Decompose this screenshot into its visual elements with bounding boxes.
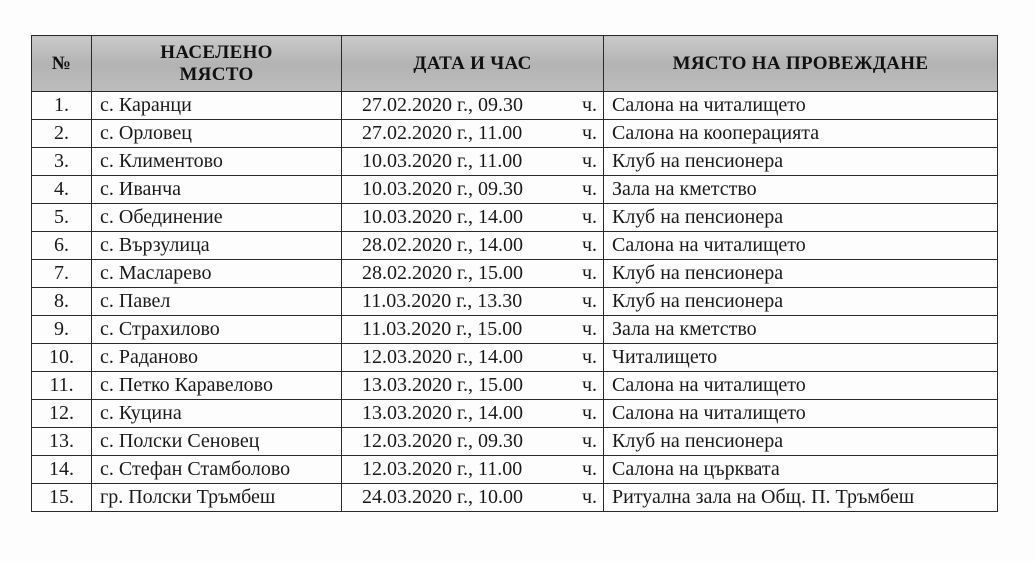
table-row	[32, 204, 998, 232]
row-number: 4.	[32, 176, 92, 204]
row-settlement: с. Полски Сеновец	[92, 428, 342, 456]
row-date-value: 10.03.2020 г., 14.00	[362, 206, 523, 228]
row-settlement: с. Обединение	[92, 204, 342, 232]
table-row	[32, 232, 998, 260]
table-row	[32, 148, 998, 176]
row-time-unit: ч.	[582, 262, 598, 284]
row-venue: Клуб на пенсионера	[604, 260, 998, 288]
row-datetime	[342, 484, 604, 512]
row-venue: Клуб на пенсионера	[604, 288, 998, 316]
row-venue: Салона на читалището	[604, 92, 998, 120]
row-venue: Клуб на пенсионера	[604, 428, 998, 456]
row-datetime	[342, 428, 604, 456]
table-row	[32, 372, 998, 400]
row-number: 5.	[32, 204, 92, 232]
row-date-value: 12.03.2020 г., 11.00	[362, 458, 523, 480]
header-row	[32, 36, 998, 92]
header-venue: МЯСТО НА ПРОВЕЖДАНЕ	[604, 36, 998, 92]
row-datetime	[342, 344, 604, 372]
row-venue: Салона на читалището	[604, 372, 998, 400]
row-datetime	[342, 120, 604, 148]
row-date-value: 13.03.2020 г., 14.00	[362, 402, 523, 424]
row-settlement: с. Каранци	[92, 92, 342, 120]
row-venue: Салона на читалището	[604, 400, 998, 428]
row-time-unit: ч.	[582, 206, 598, 228]
row-datetime	[342, 232, 604, 260]
table-row	[32, 400, 998, 428]
row-time-unit: ч.	[582, 150, 598, 172]
row-date-value: 13.03.2020 г., 15.00	[362, 374, 523, 396]
row-date-value: 10.03.2020 г., 11.00	[362, 150, 523, 172]
row-date-value: 10.03.2020 г., 09.30	[362, 178, 523, 200]
table-row	[32, 316, 998, 344]
row-date-value: 27.02.2020 г., 11.00	[362, 122, 523, 144]
row-venue: Читалището	[604, 344, 998, 372]
row-date-value: 24.03.2020 г., 10.00	[362, 486, 523, 508]
row-date-value: 27.02.2020 г., 09.30	[362, 94, 523, 116]
row-date-value: 28.02.2020 г., 14.00	[362, 234, 523, 256]
row-settlement: с. Петко Каравелово	[92, 372, 342, 400]
row-datetime	[342, 316, 604, 344]
row-settlement: с. Стефан Стамболово	[92, 456, 342, 484]
meeting-schedule-table	[31, 35, 998, 512]
row-number: 1.	[32, 92, 92, 120]
row-date-value: 12.03.2020 г., 14.00	[362, 346, 523, 368]
row-number: 14.	[32, 456, 92, 484]
row-settlement: с. Климентово	[92, 148, 342, 176]
row-number: 2.	[32, 120, 92, 148]
row-number: 7.	[32, 260, 92, 288]
row-datetime	[342, 204, 604, 232]
row-time-unit: ч.	[582, 486, 598, 508]
table-row	[32, 456, 998, 484]
row-date-value: 11.03.2020 г., 15.00	[362, 318, 523, 340]
row-time-unit: ч.	[582, 122, 598, 144]
table-header	[32, 36, 998, 92]
row-number: 6.	[32, 232, 92, 260]
row-venue: Салона на църквата	[604, 456, 998, 484]
row-settlement: с. Павел	[92, 288, 342, 316]
row-time-unit: ч.	[582, 346, 598, 368]
row-datetime	[342, 260, 604, 288]
row-settlement: с. Иванча	[92, 176, 342, 204]
row-settlement: гр. Полски Тръмбеш	[92, 484, 342, 512]
table-row	[32, 92, 998, 120]
row-settlement: с. Куцина	[92, 400, 342, 428]
table-row	[32, 176, 998, 204]
row-datetime	[342, 288, 604, 316]
row-number: 11.	[32, 372, 92, 400]
row-datetime	[342, 372, 604, 400]
table-row	[32, 288, 998, 316]
row-time-unit: ч.	[582, 318, 598, 340]
row-time-unit: ч.	[582, 374, 598, 396]
header-settlement	[92, 36, 342, 92]
row-number: 3.	[32, 148, 92, 176]
row-time-unit: ч.	[582, 290, 598, 312]
row-number: 8.	[32, 288, 92, 316]
row-date-value: 11.03.2020 г., 13.30	[362, 290, 523, 312]
row-venue: Клуб на пенсионера	[604, 204, 998, 232]
header-datetime: ДАТА И ЧАС	[342, 36, 604, 92]
row-time-unit: ч.	[582, 94, 598, 116]
row-number: 15.	[32, 484, 92, 512]
table-row	[32, 484, 998, 512]
header-settlement-line1: НАСЕЛЕНО	[160, 41, 273, 63]
row-datetime	[342, 92, 604, 120]
header-settlement-line2: МЯСТО	[179, 63, 254, 85]
row-venue: Зала на кметство	[604, 316, 998, 344]
row-date-value: 28.02.2020 г., 15.00	[362, 262, 523, 284]
row-venue: Клуб на пенсионера	[604, 148, 998, 176]
row-number: 12.	[32, 400, 92, 428]
table-row	[32, 120, 998, 148]
row-datetime	[342, 148, 604, 176]
row-number: 9.	[32, 316, 92, 344]
row-time-unit: ч.	[582, 234, 598, 256]
row-time-unit: ч.	[582, 430, 598, 452]
row-date-value: 12.03.2020 г., 09.30	[362, 430, 523, 452]
table-row	[32, 344, 998, 372]
row-settlement: с. Раданово	[92, 344, 342, 372]
row-time-unit: ч.	[582, 458, 598, 480]
table-row	[32, 260, 998, 288]
header-number: №	[32, 36, 92, 92]
row-venue: Салона на читалището	[604, 232, 998, 260]
row-settlement: с. Страхилово	[92, 316, 342, 344]
row-venue: Ритуална зала на Общ. П. Тръмбеш	[604, 484, 998, 512]
row-datetime	[342, 176, 604, 204]
table-body	[32, 92, 998, 512]
table-row	[32, 428, 998, 456]
row-datetime	[342, 400, 604, 428]
row-time-unit: ч.	[582, 402, 598, 424]
row-venue: Салона на кооперацията	[604, 120, 998, 148]
row-number: 10.	[32, 344, 92, 372]
row-settlement: с. Масларево	[92, 260, 342, 288]
row-settlement: с. Вързулица	[92, 232, 342, 260]
row-time-unit: ч.	[582, 178, 598, 200]
row-number: 13.	[32, 428, 92, 456]
row-settlement: с. Орловец	[92, 120, 342, 148]
row-venue: Зала на кметство	[604, 176, 998, 204]
row-datetime	[342, 456, 604, 484]
